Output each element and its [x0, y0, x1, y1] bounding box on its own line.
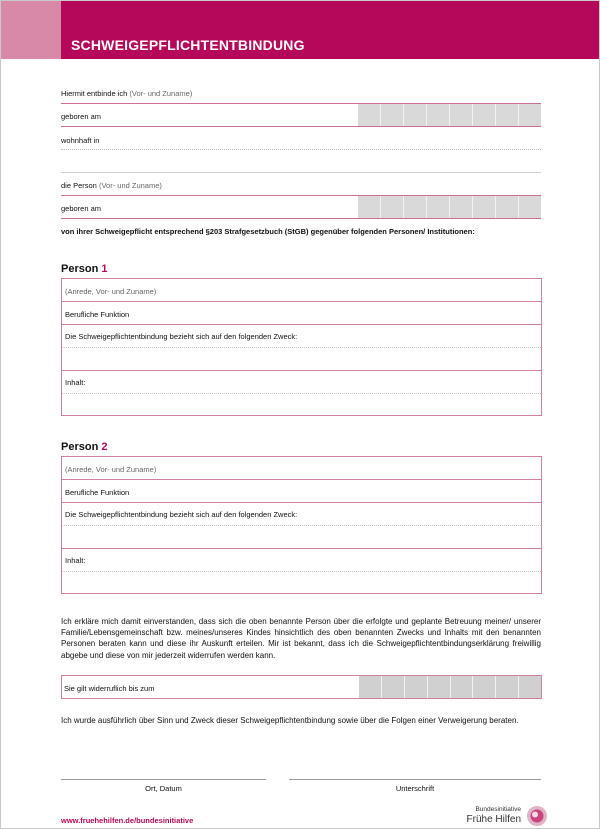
person-1-number: 1 — [101, 263, 108, 275]
person-2-role-label: Berufliche Funktion — [65, 488, 130, 497]
person-hint: (Vor- und Zuname) — [98, 181, 162, 190]
person-2-purpose-label: Die Schweigepflichtentbindung bezieht sich auf den folgenden Zweck: — [65, 510, 298, 519]
brand-logo — [453, 805, 549, 827]
person-1-content-line[interactable] — [62, 393, 541, 394]
intro-text: Hiermit entbinde ich — [61, 89, 128, 98]
signature-line[interactable] — [289, 779, 541, 780]
logo-line-1: Bundesinitiative — [475, 806, 521, 813]
intro-label — [61, 89, 192, 98]
person-2-purpose-line-1[interactable] — [62, 525, 541, 526]
person-label — [61, 181, 162, 190]
intro-hint: (Vor- und Zuname) — [129, 89, 193, 98]
person-text: die Person — [61, 181, 97, 190]
person-2-number: 2 — [101, 441, 108, 453]
person-2-box — [61, 456, 542, 594]
person-1-name-line[interactable] — [62, 301, 541, 302]
person-1-purpose-label: Die Schweigepflichtentbindung bezieht sich auf den folgenden Zweck: — [65, 332, 298, 341]
revocation-label: Sie gilt widerruflich bis zum — [64, 684, 155, 693]
address-line-1[interactable] — [61, 149, 541, 150]
header-accent — [1, 1, 61, 59]
person-2-name-hint: (Anrede, Vor- und Zuname) — [65, 465, 157, 474]
birthdate-field[interactable] — [358, 104, 541, 126]
person-1-title — [61, 263, 107, 275]
birthdate-line — [61, 126, 541, 127]
resident-label: wohnhaft in — [61, 136, 100, 145]
person-2-role-line[interactable] — [62, 502, 541, 503]
person-2-content-line[interactable] — [62, 571, 541, 572]
revocation-date-field[interactable] — [359, 676, 541, 698]
person-1-purpose-line-2[interactable] — [62, 370, 541, 371]
person-2-title — [61, 441, 107, 453]
birthdate2-line — [61, 218, 541, 219]
born-label: geboren am — [61, 112, 102, 121]
address-line-2[interactable] — [61, 172, 541, 173]
statement-text: von ihrer Schweigepflicht entsprechend §203 Strafgesetzbuch (StGB) gegenüber folgenden Personen/ Institutionen: — [61, 227, 475, 236]
consent-paragraph: Ich erkläre mich damit einverstanden, dass sich die oben benannte Person über die erfolgte und geplante Betreuung meiner/ unserer Familie/Lebensgemeinschaft bzw. meines/unseres Kindes hinsichtlich des oben benannten Zwecks und Inhalts mit den benannten Personen beraten kann und diese ihr Auskunft erteilen. Mir ist bekannt, dass ich die Schweigepflichtentbindungserklärung freiwillig abgebe und diese von mir jederzeit widerrufen werden kann. — [61, 617, 541, 660]
person-1-role-line[interactable] — [62, 324, 541, 325]
place-date-line[interactable] — [61, 779, 266, 780]
born2-label: geboren am — [61, 204, 102, 213]
place-date-label: Ort, Datum — [145, 784, 182, 793]
person-2-name-line[interactable] — [62, 479, 541, 480]
person-1-content-label: Inhalt: — [65, 378, 86, 387]
advised-statement: Ich wurde ausführlich über Sinn und Zweck dieser Schweigepflichtentbindung sowie über die Folgen einer Verweigerung beraten. — [61, 716, 519, 725]
revocation-box — [61, 675, 542, 699]
person-1-name-hint: (Anrede, Vor- und Zuname) — [65, 287, 157, 296]
person-2-label: Person — [61, 441, 99, 453]
page-title: SCHWEIGEPFLICHTENTBINDUNG — [71, 37, 305, 53]
person-1-label: Person — [61, 263, 99, 275]
signature-label: Unterschrift — [395, 784, 435, 793]
person-1-box — [61, 278, 542, 416]
birthdate2-field[interactable] — [358, 196, 541, 218]
person-2-content-label: Inhalt: — [65, 556, 86, 565]
logo-swirl-icon — [523, 805, 549, 827]
person-1-purpose-line-1[interactable] — [62, 347, 541, 348]
person-2-purpose-line-2[interactable] — [62, 548, 541, 549]
person-1-role-label: Berufliche Funktion — [65, 310, 130, 319]
logo-line-2: Frühe Hilfen — [466, 814, 521, 825]
footer-url-link[interactable]: www.fruehehilfen.de/bundesinitiative — [61, 816, 194, 825]
